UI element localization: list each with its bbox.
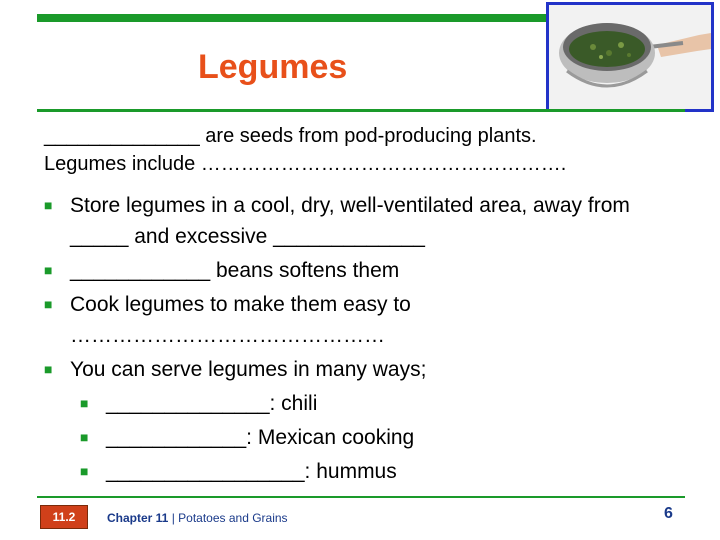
page-number: 6 <box>664 505 673 522</box>
sub-bullet-text: _________________: hummus <box>106 460 397 483</box>
sub-bullet-item <box>44 388 684 419</box>
intro-line-1: ______________ are seeds from pod-producing plants. <box>44 125 537 147</box>
footer-divider <box>37 496 685 498</box>
bullet-item <box>44 289 684 351</box>
chapter-label: Chapter 11 <box>107 511 169 525</box>
bullet-item <box>44 354 684 385</box>
top-accent-bar <box>37 14 547 22</box>
bullet-item <box>44 190 684 252</box>
bullet-list <box>44 190 684 487</box>
square-bullet-icon: ■ <box>44 296 53 312</box>
bullet-text: Cook legumes to make them easy to ……………………………………… <box>70 293 411 347</box>
square-bullet-icon: ■ <box>80 429 89 445</box>
sub-bullet-text: ______________: chili <box>106 392 318 415</box>
colander-photo <box>546 2 714 112</box>
footer-chapter <box>107 511 288 525</box>
footer-separator: | <box>168 511 179 525</box>
sub-bullet-item <box>44 422 684 453</box>
intro-block <box>44 122 684 178</box>
sub-bullet-item <box>44 456 684 487</box>
intro-line-2: Legumes include ………………………………………………. <box>44 153 567 175</box>
square-bullet-icon: ■ <box>44 262 53 278</box>
sub-bullet-text: ____________: Mexican cooking <box>106 426 415 449</box>
chapter-topic: Potatoes and Grains <box>178 511 288 525</box>
square-bullet-icon: ■ <box>44 361 53 377</box>
square-bullet-icon: ■ <box>80 395 89 411</box>
square-bullet-icon: ■ <box>44 197 53 213</box>
title-divider <box>37 109 685 112</box>
bullet-item <box>44 255 684 286</box>
square-bullet-icon: ■ <box>80 463 89 479</box>
slide-title: Legumes <box>198 48 348 86</box>
section-badge: 11.2 <box>40 505 88 529</box>
bullet-text: ____________ beans softens them <box>70 259 400 282</box>
bullet-text: Store legumes in a cool, dry, well-ventilated area, away from _____ and excessive _____________ <box>70 194 630 248</box>
bullet-text: You can serve legumes in many ways; <box>70 358 427 381</box>
